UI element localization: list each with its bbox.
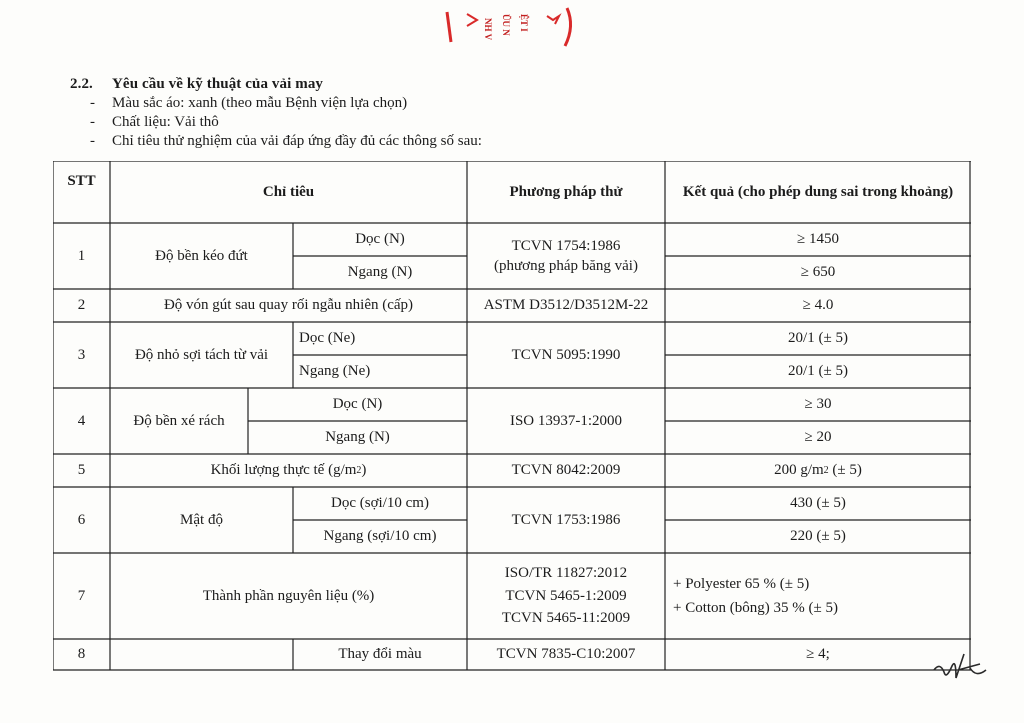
row-method: TCVN 1754:1986 (phương pháp băng vải) [494,237,638,274]
row-result: 220 (± 5) [790,528,846,545]
row-sub-criteria: Ngang (Ne) [299,363,371,380]
row-sub-criteria: Dọc (sợi/10 cm) [331,495,429,512]
row-result: ≥ 20 [804,429,832,446]
handwritten-initials [930,648,990,688]
row-criteria: Thành phần nguyên liệu (%) [202,587,375,604]
row-sub-criteria: Thay đổi màu [338,646,422,663]
row-result: 200 g/m 2 (± 5) [774,462,862,479]
row-stt: 3 [77,346,86,363]
header-stt: STT [67,172,96,189]
row-result: ≥ 4.0 [802,297,834,314]
row-result: ≥ 4; [806,646,830,663]
row-result: ≥ 1450 [797,231,839,248]
row-stt: 1 [77,247,86,264]
svg-text:ỆT I: ỆT I [519,14,529,32]
row-stt: 2 [77,297,86,314]
row-method: TCVN 8042:2009 [511,462,621,479]
row-method: ISO 13937-1:2000 [509,412,623,429]
row-sub-criteria: Ngang (sợi/10 cm) [323,528,437,545]
header-method: Phương pháp thử [509,183,623,200]
row-method: TCVN 5095:1990 [511,346,621,363]
svg-text:ŨU N: ŨU N [501,14,511,36]
header-criteria: Chỉ tiêu [262,183,315,200]
row-method: TCVN 7835-C10:2007 [496,646,636,663]
section-number: 2.2. [70,76,93,92]
row-method: ASTM D3512/D3512M-22 [483,297,649,314]
bullet-item: - Chỉ tiêu thử nghiệm của vải đáp ứng đầy đủ các thông số sau: [90,133,482,149]
row-sub-criteria: Dọc (N) [332,396,383,413]
row-criteria [110,639,293,670]
row-sub-criteria: Ngang (N) [347,264,413,281]
row-sub-criteria: Dọc (Ne) [299,330,356,347]
row-sub-criteria: Ngang (N) [325,429,390,446]
row-stt: 7 [77,587,86,604]
row-criteria: Độ nhỏ sợi tách từ vải [134,346,269,363]
bullet-item: - Chất liệu: Vải thô [90,114,219,130]
row-stt: 4 [77,412,86,429]
svg-text:NH V: NH V [483,18,493,41]
row-method: ISO/TR 11827:2012 TCVN 5465-1:2009 TCVN 5465-11:2009 [501,565,631,627]
row-criteria: Độ vón gút sau quay rối ngẫu nhiên (cấp) [163,297,414,314]
row-criteria: Độ bền kéo đứt [155,247,248,264]
row-result: ≥ 30 [804,396,832,413]
row-stt: 8 [77,646,86,663]
red-seal-stamp [437,4,577,48]
row-result: 20/1 (± 5) [788,330,848,347]
row-result: ≥ 650 [800,264,836,281]
section-heading [70,76,323,93]
row-criteria: Độ bền xé rách [133,412,225,429]
row-result: 20/1 (± 5) [788,363,848,380]
header-result: Kết quả (cho phép dung sai trong khoảng) [682,183,954,200]
bullet-item: - Màu sắc áo: xanh (theo mẫu Bệnh viện lựa chọn) [90,95,408,111]
row-method: TCVN 1753:1986 [511,511,621,528]
row-stt: 5 [77,462,86,479]
row-criteria: Mật độ [180,511,223,528]
row-stt: 6 [77,511,86,528]
section-title: Yêu cầu về kỹ thuật của vải may [112,76,324,92]
specification-table [53,161,971,671]
row-criteria: Khối lượng thực tế (g/m 2 ) [210,462,367,479]
row-result: 430 (± 5) [790,495,846,512]
row-result: + Polyester 65 % (± 5) + Cotton (bông) 35 % (± 5) [673,576,839,616]
row-sub-criteria: Dọc (N) [355,231,405,248]
